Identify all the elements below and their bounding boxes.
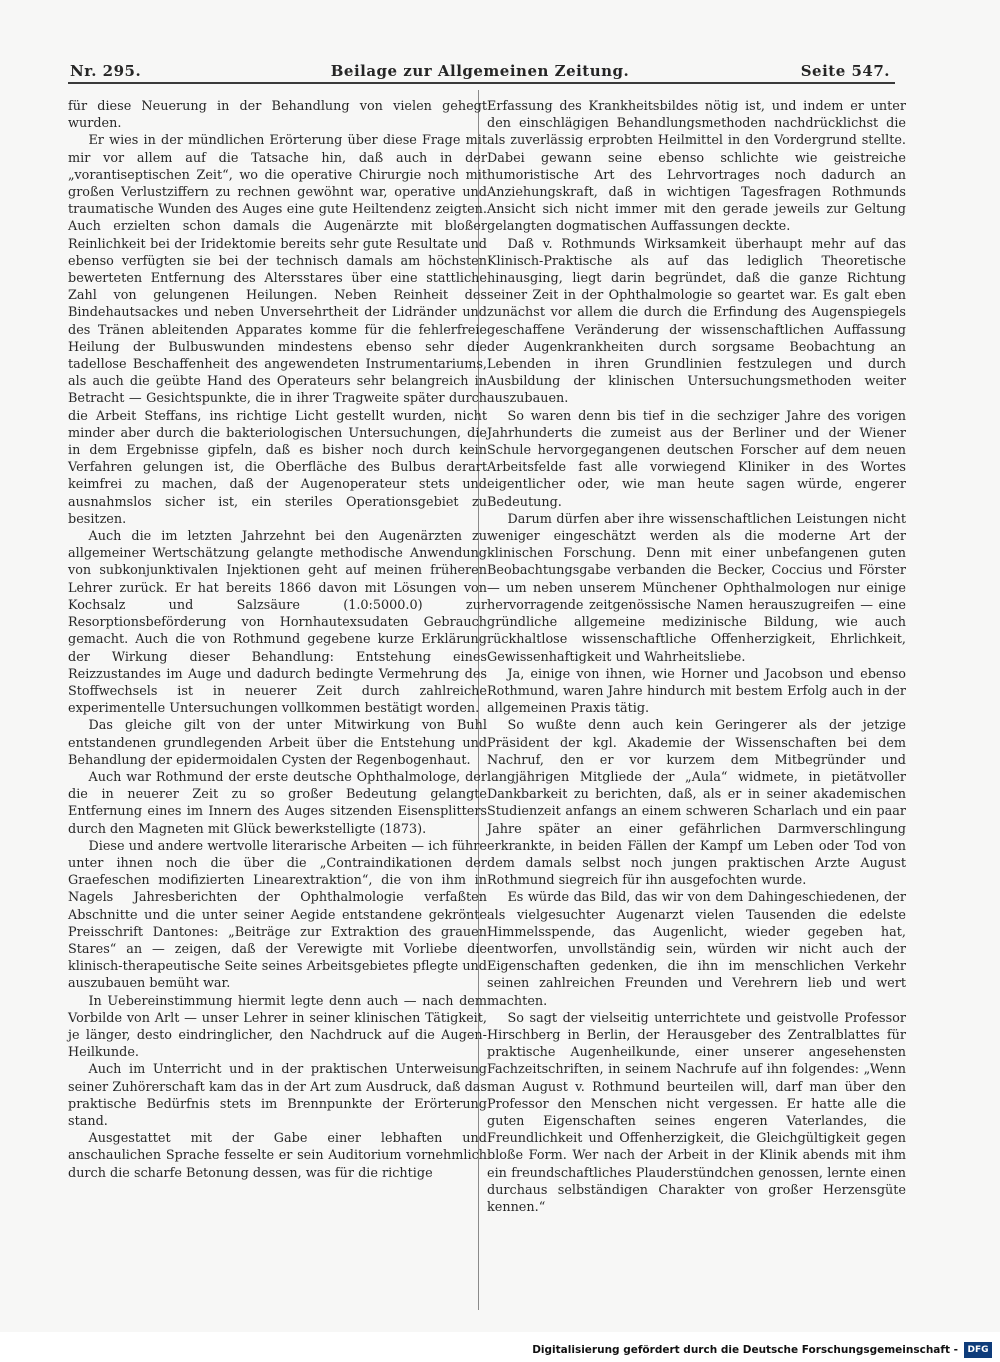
- page-number: Seite 547.: [800, 62, 890, 80]
- dfg-logo: DFG: [964, 1342, 992, 1358]
- paragraph: Auch die im letzten Jahrzehnt bei den Augenärzten zu allgemeiner Wertschätzung gelangte methodische Anwendung von subkonjunktivalen Injektionen geht auf meinen früheren Lehrer zurück. Er hat bereits 1866 davon mit Lösungen von Kochsalz und Salzsäure (1.0:5000.0) zur Resorptionsbeförderung von Hornhautexsudaten Gebrauch gemacht. Auch die von Rothmund gegebene kurze Erklärung der Wirkung dieser Behandlung: Entstehung eines Reizzustandes im Auge und dadurch bedingte Vermehrung des Stoffwechsels ist in neuerer Zeit durch zahlreiche experimentelle Untersuchungen vollkommen bestätigt worden.: [68, 529, 487, 717]
- paragraph: Auch war Rothmund der erste deutsche Ophthalmologe, der die in neuerer Zeit zu so großer Bedeutung gelangte Entfernung eines im Innern des Auges sitzenden Eisensplitters durch den Magneten mit Glück bewerkstelligte (1873).: [68, 769, 487, 837]
- paragraph: So sagt der vielseitig unterrichtete und geistvolle Professor Hirschberg in Berlin, der Herausgeber des Zentralblattes für praktische Augenheilkunde, einer unserer angesehensten Fachzeitschriften, in seinem Nachrufe auf ihn folgendes: „Wenn man August v. Rothmund beurteilen will, darf man über den Professor den Menschen nicht vergessen. Er hatte alle die guten Eigenschaften seines engeren Vaterlandes, die Freundlichkeit und Offenherzigkeit, die Gleichgültigkeit gegen bloße Form. Wer nach der Arbeit in der Klinik abends mit ihm ein freundschaftliches Plauderstündchen genossen, lernte einen durchaus selbständigen Charakter von großer Herzensgüte kennen.“: [487, 1010, 906, 1215]
- paragraph: Ja, einige von ihnen, wie Horner und Jacobson und ebenso Rothmund, waren Jahre hindurch mit bestem Erfolg auch in der allgemeinen Praxis tätig.: [487, 666, 906, 717]
- paragraph: So waren denn bis tief in die sechziger Jahre des vorigen Jahrhunderts die zumeist aus der Berliner und der Wiener Schule hervorgegangenen deutschen Forscher auf dem neuen Arbeitsfelde fast alle vorwiegend Kliniker in des Wortes eigentlicher oder, wie man heute sagen würde, engerer Bedeutung.: [487, 408, 906, 510]
- paragraph: Auch im Unterricht und in der praktischen Unterweisung seiner Zuhörerschaft kam das in der Art zum Ausdruck, daß das praktische Bedürfnis stets im Brennpunkte der Erörterung stand.: [68, 1062, 487, 1129]
- paragraph: Darum dürfen aber ihre wissenschaftlichen Leistungen nicht weniger eingeschätzt werden als die moderne Art der klinischen Forschung. Denn mit einer unbefangenen guten Beobachtungsgabe verbanden die Becker, Coccius und Förster — um neben unserem Münchener Ophthalmologen nur einige hervorragende zeitgenössische Namen herauszugreifen — eine gründliche allgemeine medizinische Bildung, wie auch rückhaltlose wissenschaftliche Offenherzigkeit, Ehrlichkeit, Gewissenhaftigkeit und Wahrheitsliebe.: [487, 511, 906, 665]
- right-column: [487, 98, 906, 1216]
- paragraph: Ausgestattet mit der Gabe einer lebhaften und anschaulichen Sprache fesselte er sein Auditorium vornehmlich durch die scharfe Betonung dessen, was für die richtige: [68, 1131, 487, 1181]
- paragraph: Erfassung des Krankheitsbildes nötig ist, und indem er unter den einschlägigen Behandlungsmethoden nachdrücklichst die als zuverlässig erprobten Heilmittel in den Vordergrund stellte. Dabei gewann seine ebenso schlichte wie geistreiche humoristische Art des Lehrvortrages noch dadurch an Anziehungskraft, daß in wichtigen Tagesfragen Rothmunds Ansicht sich nicht immer mit den gerade jeweils zur Geltung gelangten dogmatischen Auffassungen deckte.: [487, 99, 906, 235]
- page-header: [70, 58, 890, 84]
- funding-credit: Digitalisierung gefördert durch die Deutsche Forschungsgemeinschaft -: [532, 1344, 958, 1356]
- paragraph: In Uebereinstimmung hiermit legte denn auch — nach dem Vorbilde von Arlt — unser Lehrer in seiner klinischen Tätigkeit, je länger, desto eindringlicher, den Nachdruck auf die Augen-Heilkunde.: [68, 993, 487, 1061]
- paragraph: Es würde das Bild, das wir von dem Dahingeschiedenen, der als vielgesuchter Augenarzt vielen Tausenden die edelste Himmelsspende, das Augenlicht, wieder gegeben hat, entworfen, unvollständig sein, würden wir nicht auch der Eigenschaften gedenken, die ihn im menschlichen Verkehr seinen zahlreichen Freunden und Verehrern lieb und wert machten.: [487, 890, 906, 1009]
- digitization-footer: [0, 1332, 1000, 1362]
- paragraph: für diese Neuerung in der Behandlung von vielen gehegt wurden.: [68, 99, 487, 132]
- publication-title: Beilage zur Allgemeinen Zeitung.: [330, 62, 630, 80]
- paragraph: So wußte denn auch kein Geringerer als der jetzige Präsident der kgl. Akademie der Wissenschaften bei dem Nachruf, den er vor kurzem dem Mitbegründer und langjährigen Mitgliede der „Aula“ widmete, in pietätvoller Dankbarkeit zu berichten, daß, als er in seiner akademischen Studienzeit anfangs an einem schweren Scharlach und ein paar Jahre später an einer gefährlichen Darmverschlingung erkrankte, in beiden Fällen der Kampf um Leben oder Tod von dem damals selbst noch jungen praktischen Arzte August Rothmund siegreich für ihn ausgefochten wurde.: [487, 718, 906, 889]
- paragraph: Das gleiche gilt von der unter Mitwirkung von Buhl entstandenen grundlegenden Arbeit über die Entstehung und Behandlung der epidermoidalen Cysten der Regenbogenhaut.: [68, 718, 487, 768]
- left-column: [68, 98, 487, 1182]
- paragraph: Er wies in der mündlichen Erörterung über diese Frage mit mir vor allem auf die Tatsache hin, daß auch in der „vorantiseptischen Zeit“, wo die operative Chirurgie noch mit großen Verlustziffern zu rechnen gewöhnt war, operative und traumatische Wunden des Auges eine gute Heiltendenz zeigten. Auch erzielten schon damals die Augenärzte mit bloßer Reinlichkeit bei der Iridektomie bereits sehr gute Resultate und ebenso verfügten sie bei der technisch damals am höchsten bewerteten Entfernung des Altersstares über eine stattliche Zahl von gelungenen Heilungen. Neben Reinheit des Bindehautsackes und neben Unversehrtheit der Lidränder und des Tränen ableitenden Apparates komme für die fehlerfreie Heilung der Bulbuswunden mindestens ebenso sehr die tadellose Beschaffenheit des angewendeten Instrumentariums, als auch die geübte Hand des Operateurs sehr belangreich in Betracht — Gesichtspunkte, die in ihrer Tragweite später durch die Arbeit Steffans, ins richtige Licht gestellt wurden, nicht minder aber durch die bakteriologischen Untersuchungen, die in dem Ergebnisse gipfeln, daß es bisher noch durch kein Verfahren gelungen ist, die Oberfläche des Bulbus derart keimfrei zu machen, daß der Augenoperateur stets und ausnahmslos sicher ist, ein steriles Operationsgebiet zu besitzen.: [68, 133, 487, 527]
- paragraph: Diese und andere wertvolle literarische Arbeiten — ich führe unter ihnen noch die über die „Contraindikationen der Graefeschen modifizierten Linearextraktion“, die von ihm in Nagels Jahresberichten der Ophthalmologie verfaßten Abschnitte und die unter seiner Aegide entstandene gekrönte Preisschrift Dantones: „Beiträge zur Extraktion des grauen Stares“ an — zeigen, daß der Verewigte mit Vorliebe die klinisch-therapeutische Seite seines Arbeitsgebietes pflegte und auszubauen bemüht war.: [68, 838, 487, 992]
- issue-number: Nr. 295.: [70, 62, 142, 80]
- header-rule: [68, 82, 895, 84]
- paragraph: Daß v. Rothmunds Wirksamkeit überhaupt mehr auf das Klinisch-Praktische als auf das lediglich Theoretische hinausging, liegt darin begründet, daß die ganze Richtung seiner Zeit in der Ophthalmologie so geartet war. Es galt eben zunächst vor allem die durch die Erfindung des Augenspiegels geschaffene Veränderung der wissenschaftlichen Auffassung der Augenkrankheiten durch sorgsame Beobachtung an Lebenden in ihren Grundlinien festzulegen und durch Ausbildung der klinischen Untersuchungsmethoden weiter auszubauen.: [487, 236, 906, 407]
